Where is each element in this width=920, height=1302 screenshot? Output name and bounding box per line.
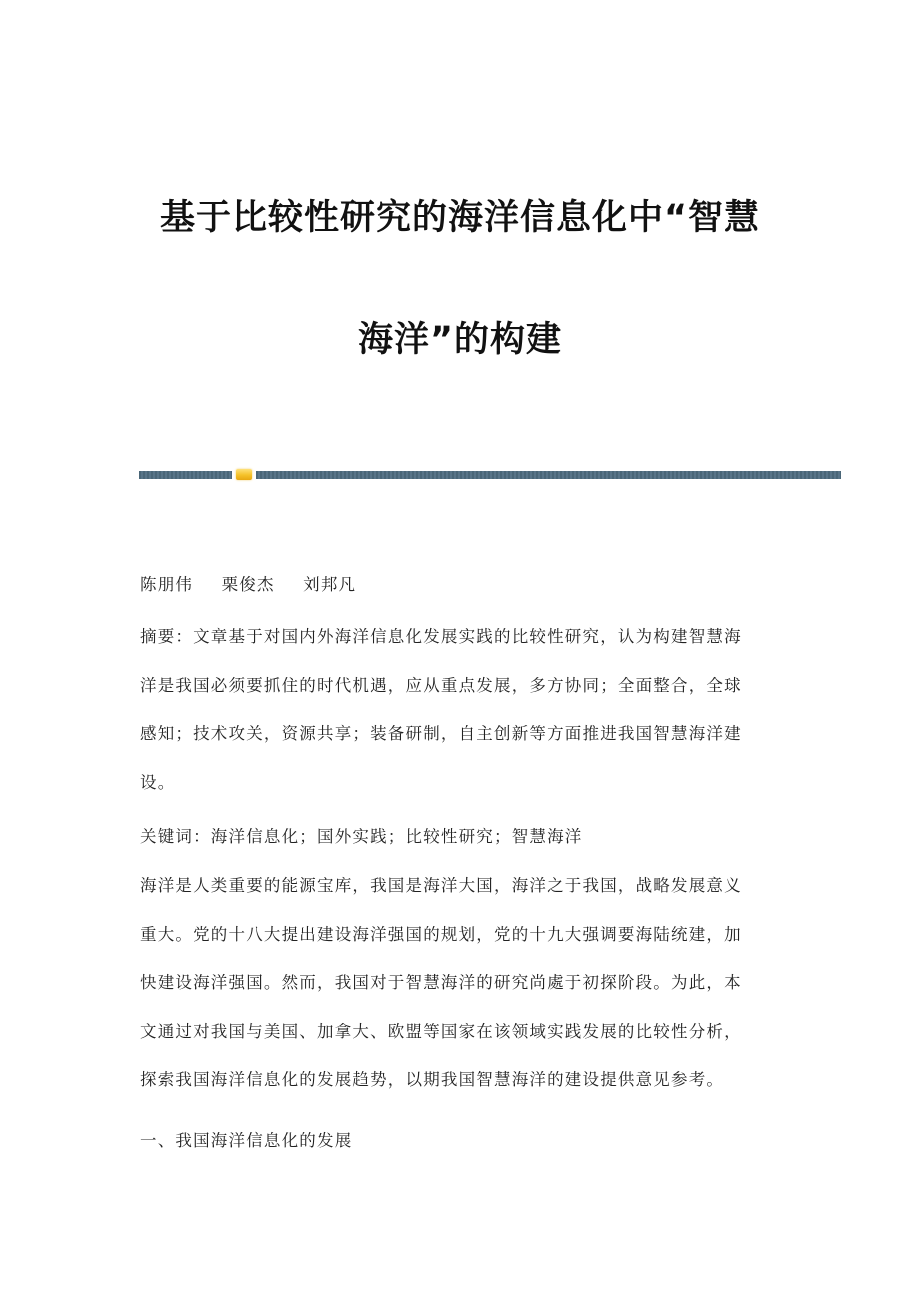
author-list: [140, 571, 780, 595]
document-title-line-2: 海洋”的构建: [357, 320, 562, 360]
author-name: 陈朋伟: [140, 575, 194, 594]
section-heading: [140, 1131, 780, 1180]
paragraph-line: 重大。党的十八大提出建设海洋强国的规划，党的十九大强调要海陆统建，加: [140, 924, 742, 944]
abstract-line: 摘要：文章基于对国内外海洋信息化发展实践的比较性研究，认为构建智慧海: [140, 627, 742, 646]
section-heading-text: 一、我国海洋信息化的发展: [140, 1131, 353, 1150]
abstract-line: 洋是我国必须要抓住的时代机遇，应从重点发展，多方协同；全面整合，全球: [140, 675, 742, 695]
abstract-line: 设。: [140, 772, 176, 792]
title-divider: [139, 470, 841, 480]
paragraph-line: 文通过对我国与美国、加拿大、欧盟等国家在该领域实践发展的比较性分析，: [140, 1021, 742, 1041]
author-name: 刘邦凡: [303, 575, 357, 594]
abstract: [140, 627, 780, 821]
divider-bar-left: [139, 471, 232, 479]
abstract-line: 感知；技术攻关，资源共享；装备研制，自主创新等方面推进我国智慧海洋建: [140, 724, 742, 743]
paragraph-line: 海洋是人类重要的能源宝库，我国是海洋大国，海洋之于我国，战略发展意义: [140, 876, 742, 895]
paragraph-line: 探索我国海洋信息化的发展趋势，以期我国智慧海洋的建设提供意见参考。: [140, 1070, 725, 1089]
divider-bar-right: [256, 471, 841, 479]
envelope-ornament-icon: [236, 469, 252, 480]
keywords-line: 关键词：海洋信息化；国外实践；比较性研究；智慧海洋: [140, 827, 583, 846]
intro-paragraph: [140, 876, 780, 1119]
paragraph-line: 快建设海洋强国。然而，我国对于智慧海洋的研究尚處于初探阶段。为此，本: [140, 973, 742, 992]
document-title-line-1: 基于比较性研究的海洋信息化中“智慧: [159, 198, 760, 238]
author-name: 栗俊杰: [221, 575, 275, 594]
keywords: [140, 827, 780, 876]
